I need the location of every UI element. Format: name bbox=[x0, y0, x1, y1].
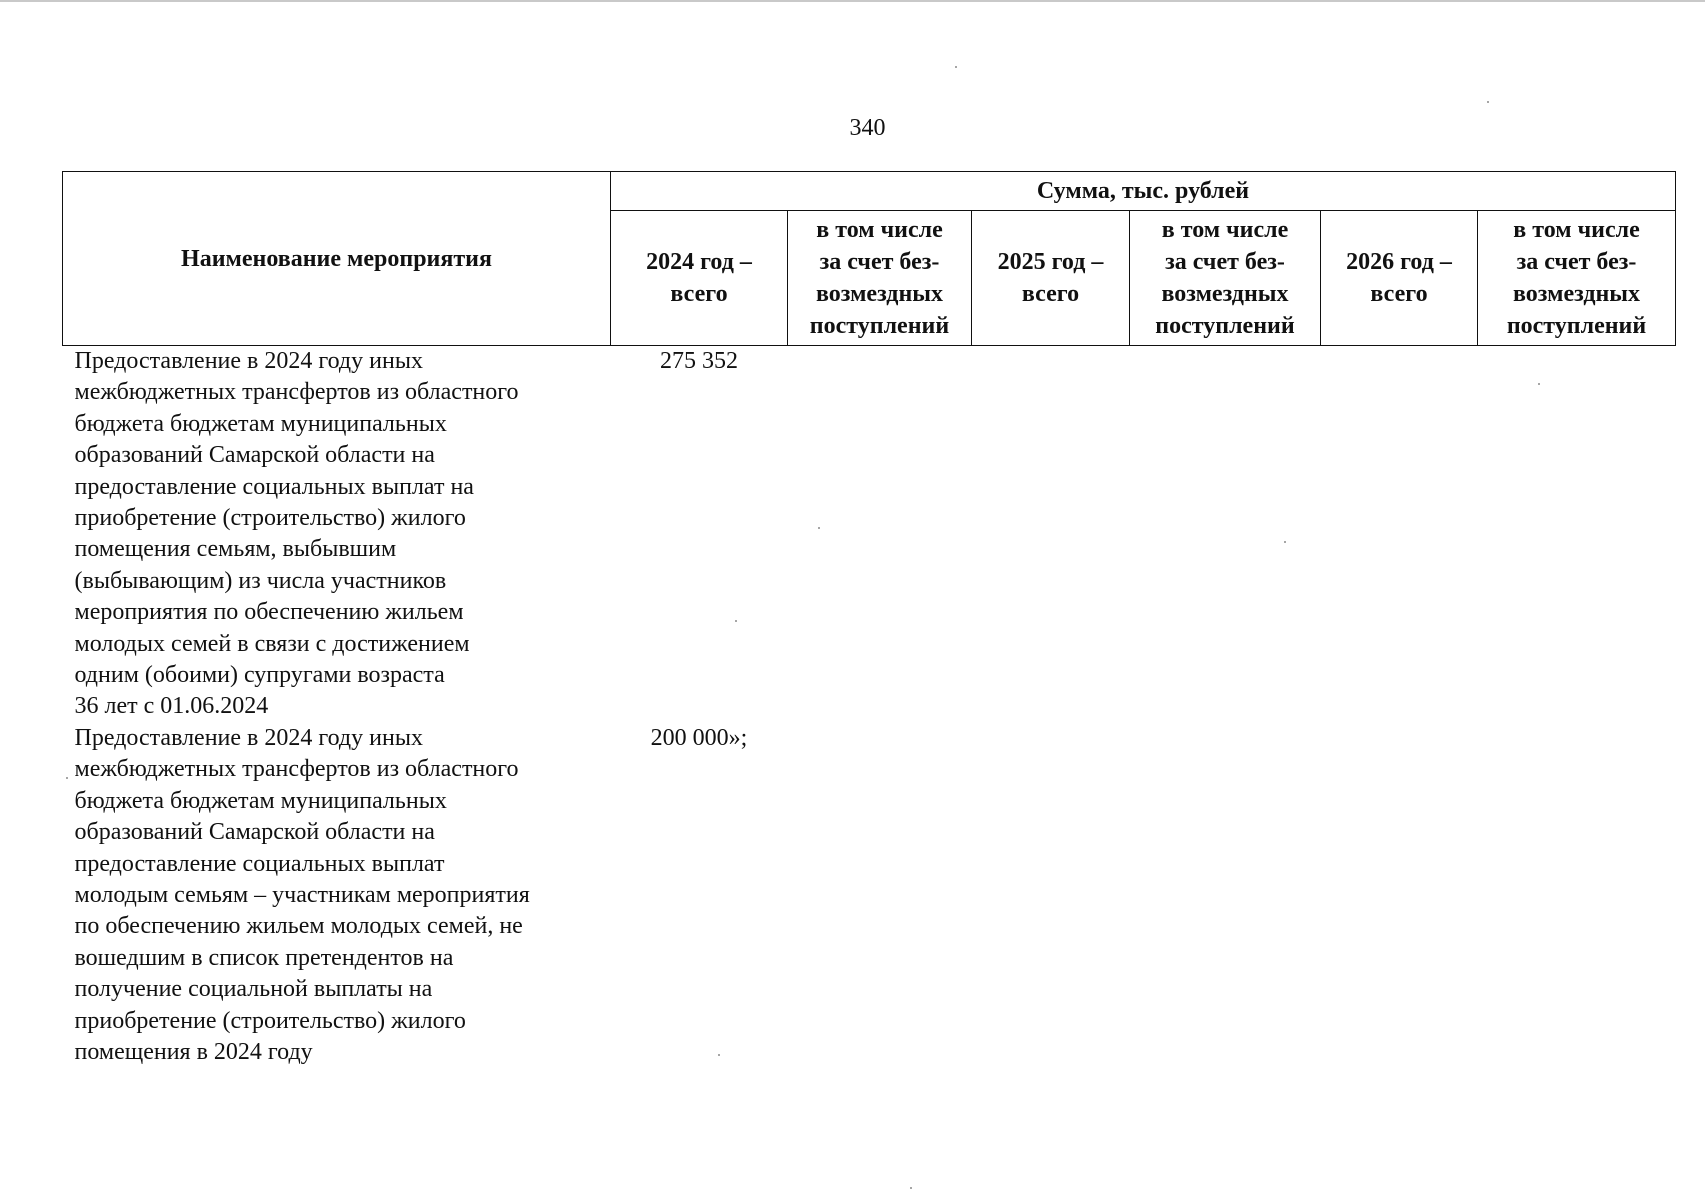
scan-speck bbox=[1538, 383, 1540, 385]
scan-speck bbox=[955, 66, 957, 68]
scan-top-edge bbox=[0, 0, 1705, 2]
header-activity-name: Наименование мероприятия bbox=[63, 172, 611, 346]
value-2024-total: 275 352 bbox=[660, 348, 738, 374]
value-2025-total bbox=[972, 723, 1130, 1068]
activity-name-cell: Предоставление в 2024 году иных межбюджетных трансфертов из областного бюджета бюджетам муниципальных образований Самарской области на предоставление социальных выплат молодым семьям – участникам мероприятия по обеспечению жильем молодых семей, не вошедшим в список претендентов на получение социальной выплаты на приобретение (строительство) жилого помещения в 2024 году bbox=[74, 724, 530, 1065]
header-2024-gratuitous: в том числе за счет без- возмездных поступлений bbox=[788, 211, 972, 346]
scan-speck bbox=[1284, 541, 1286, 543]
activity-name-cell: Предоставление в 2024 году иных межбюджетных трансфертов из областного бюджета бюджетам муниципальных образований Самарской области на предоставление социальных выплат на приобретение (строительство) жилого помещения семьям, выбывшим (выбывающим) из числа участников мероприятия по обеспечению жильем молодых семей в связи с достижением одним (обоими) супругами возраста 36 лет с 01.06.2024 bbox=[74, 348, 519, 720]
scan-speck bbox=[1487, 101, 1489, 103]
value-2025-total bbox=[972, 346, 1130, 723]
header-2025-total: 2025 год – всего bbox=[972, 211, 1130, 346]
table-row bbox=[63, 346, 1676, 723]
header-2026-total: 2026 год – всего bbox=[1321, 211, 1478, 346]
value-2025-gratuitous bbox=[1130, 723, 1321, 1068]
value-2024-gratuitous bbox=[788, 723, 972, 1068]
header-2026-gratuitous: в том числе за счет без- возмездных поступлений bbox=[1478, 211, 1676, 346]
table-row bbox=[63, 723, 1676, 1068]
value-2024-total: 200 000»; bbox=[650, 724, 748, 751]
header-2025-gratuitous: в том числе за счет без- возмездных поступлений bbox=[1130, 211, 1321, 346]
value-2024-gratuitous bbox=[788, 346, 972, 723]
value-2026-total bbox=[1321, 723, 1478, 1068]
scan-speck bbox=[818, 527, 820, 529]
scan-speck bbox=[735, 620, 737, 622]
value-2026-gratuitous bbox=[1478, 346, 1676, 723]
header-2024-total: 2024 год – всего bbox=[611, 211, 788, 346]
value-2026-total bbox=[1321, 346, 1478, 723]
scan-speck bbox=[910, 1187, 912, 1189]
budget-table bbox=[62, 171, 1676, 1068]
scan-speck bbox=[718, 1054, 720, 1056]
value-2026-gratuitous bbox=[1478, 723, 1676, 1068]
scan-speck bbox=[66, 777, 68, 779]
value-2025-gratuitous bbox=[1130, 346, 1321, 723]
page-number: 340 bbox=[849, 115, 886, 141]
header-sum: Сумма, тыс. рублей bbox=[611, 172, 1676, 211]
